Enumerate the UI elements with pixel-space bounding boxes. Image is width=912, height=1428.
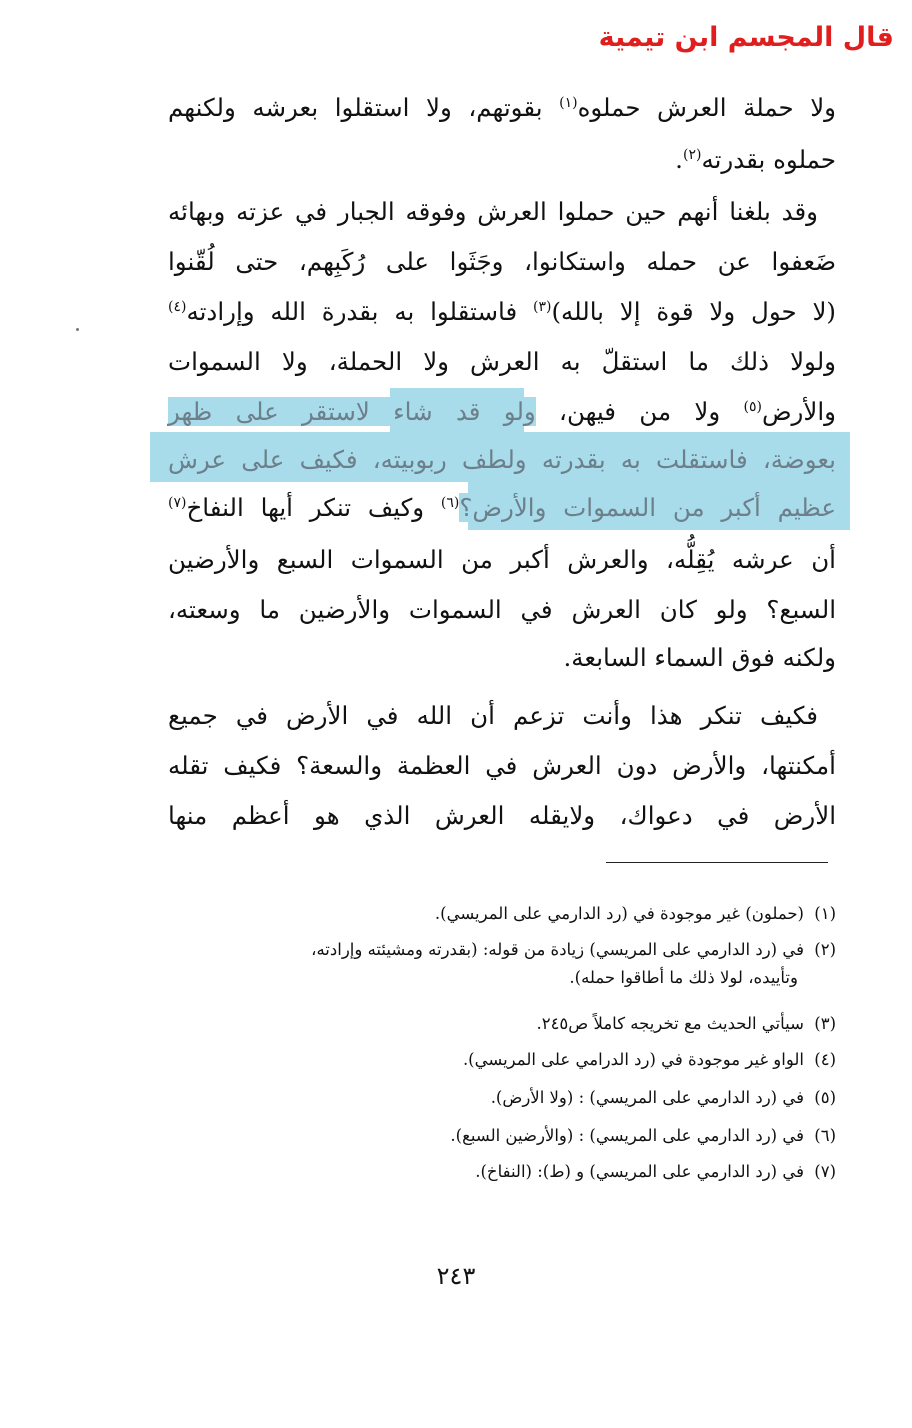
footnote	[166, 1084, 836, 1112]
text-line	[168, 236, 836, 288]
footnote-ref[interactable]: (٥)	[743, 398, 762, 415]
highlighted-text[interactable]: ولو قد شاء لاستقر على ظهر	[168, 397, 536, 426]
text-segment: (لا حول ولا قوة إلا بالله)	[551, 297, 836, 326]
footnote-number: (١)	[814, 904, 836, 923]
footnote-ref[interactable]: (٦)	[440, 494, 460, 511]
text-line	[168, 186, 836, 238]
text-line	[168, 534, 836, 586]
footnote-ref[interactable]: (٧)	[168, 494, 187, 511]
text-segment: فاستقلوا به بقدرة الله وإرادته	[186, 297, 533, 326]
text-line	[168, 134, 836, 186]
highlighted-text[interactable]: بعوضة، فاستقلت به بقدرته ولطف ربوبيته، فكيف على عرش	[168, 445, 836, 474]
header-tag: قال المجسم ابن تيمية	[598, 22, 894, 53]
text-segment: ولكنه فوق السماء السابعة.	[563, 643, 836, 672]
text-line	[168, 82, 836, 134]
text-segment: وقد بلغنا أنهم حين حملوا العرش وفوقه الجبار في عزته وبهائه	[168, 197, 818, 226]
text-segment: ضَعفوا عن حمله واستكانوا، وجَثَوا على رُكَبِهم، حتى لُقّنوا	[168, 247, 836, 276]
footnote-number: (٣)	[814, 1014, 836, 1033]
text-line	[168, 286, 836, 338]
text-segment: ولا من فيهن،	[535, 397, 744, 426]
footnote-text: (حملون) غير موجودة في (رد الدارمي على المريسي).	[434, 904, 804, 923]
footnote	[166, 1046, 836, 1074]
text-segment: .	[675, 145, 683, 174]
text-segment: أمكنتها، والأرض دون العرش في العظمة والسعة؟ فكيف تقله	[168, 751, 836, 780]
text-line	[168, 482, 836, 534]
highlighted-text[interactable]: عظيم أكبر من السموات والأرض؟	[459, 493, 836, 522]
footnote-ref[interactable]: (١)	[559, 94, 578, 111]
footnote-ref[interactable]: (٣)	[532, 298, 552, 315]
footnote-divider	[606, 862, 828, 863]
footnote-text: في (رد الدارمي على المريسي) : (ولا الأرض).	[490, 1088, 804, 1107]
text-segment: وكيف تنكر أيها النفاخ	[186, 493, 441, 522]
text-line	[168, 632, 836, 684]
footnote	[166, 936, 836, 992]
text-line	[168, 584, 836, 636]
footnote-ref[interactable]: (٤)	[168, 298, 187, 315]
text-line	[168, 336, 836, 388]
text-segment: الأرض في دعواك، ولايقله العرش الذي هو أعظم منها	[168, 801, 836, 830]
footnote-number: (٢)	[814, 940, 836, 959]
text-line	[168, 434, 836, 486]
text-line	[168, 690, 836, 742]
text-segment: أن عرشه يُقِلُّه، والعرش أكبر من السموات السبع والأرضين	[168, 545, 836, 574]
text-segment: بقوتهم، ولا استقلوا بعرشه ولكنهم	[168, 93, 560, 122]
footnote	[166, 1158, 836, 1186]
footnote-ref[interactable]: (٢)	[682, 146, 702, 163]
footnote	[166, 900, 836, 928]
footnote-text: في (رد الدارمي على المريسي) زيادة من قوله: (بقدرته ومشيئته وإرادته،	[311, 940, 804, 959]
footnote-number: (٦)	[814, 1126, 836, 1145]
text-segment: ولولا ذلك ما استقلّ به العرش ولا الحملة، ولا السموات	[168, 347, 836, 376]
footnote-number: (٧)	[814, 1162, 836, 1181]
footnote	[166, 1010, 836, 1038]
text-segment: والأرض	[761, 397, 836, 426]
text-line	[168, 740, 836, 792]
text-line	[168, 790, 836, 842]
text-line	[168, 386, 836, 438]
footnote-text: في (رد الدارمي على المريسي) و (ط): (النفاخ).	[475, 1162, 804, 1181]
page-number: ٢٤٣	[436, 1262, 476, 1290]
footnote-text-continued: وتأييده، لولا ذلك ما أطاقوا حمله).	[569, 968, 798, 987]
footnote-text: سيأتي الحديث مع تخريجه كاملاً ص٢٤٥.	[536, 1014, 804, 1033]
text-segment: فكيف تنكر هذا وأنت تزعم أن الله في الأرض في جميع	[168, 701, 818, 730]
text-segment: حملوه بقدرته	[701, 145, 836, 174]
text-segment: السبع؟ ولو كان العرش في السموات والأرضين ما وسعته،	[168, 595, 836, 624]
text-segment: ولا حملة العرش حملوه	[577, 93, 836, 122]
margin-dot	[76, 328, 79, 331]
footnote-number: (٥)	[814, 1088, 836, 1107]
footnote-text: في (رد الدارمي على المريسي) : (والأرضين السبع).	[450, 1126, 804, 1145]
footnote	[166, 1122, 836, 1150]
footnote-number: (٤)	[814, 1050, 836, 1069]
footnote-text: الواو غير موجودة في (رد الدرامي على المريسي).	[462, 1050, 804, 1069]
